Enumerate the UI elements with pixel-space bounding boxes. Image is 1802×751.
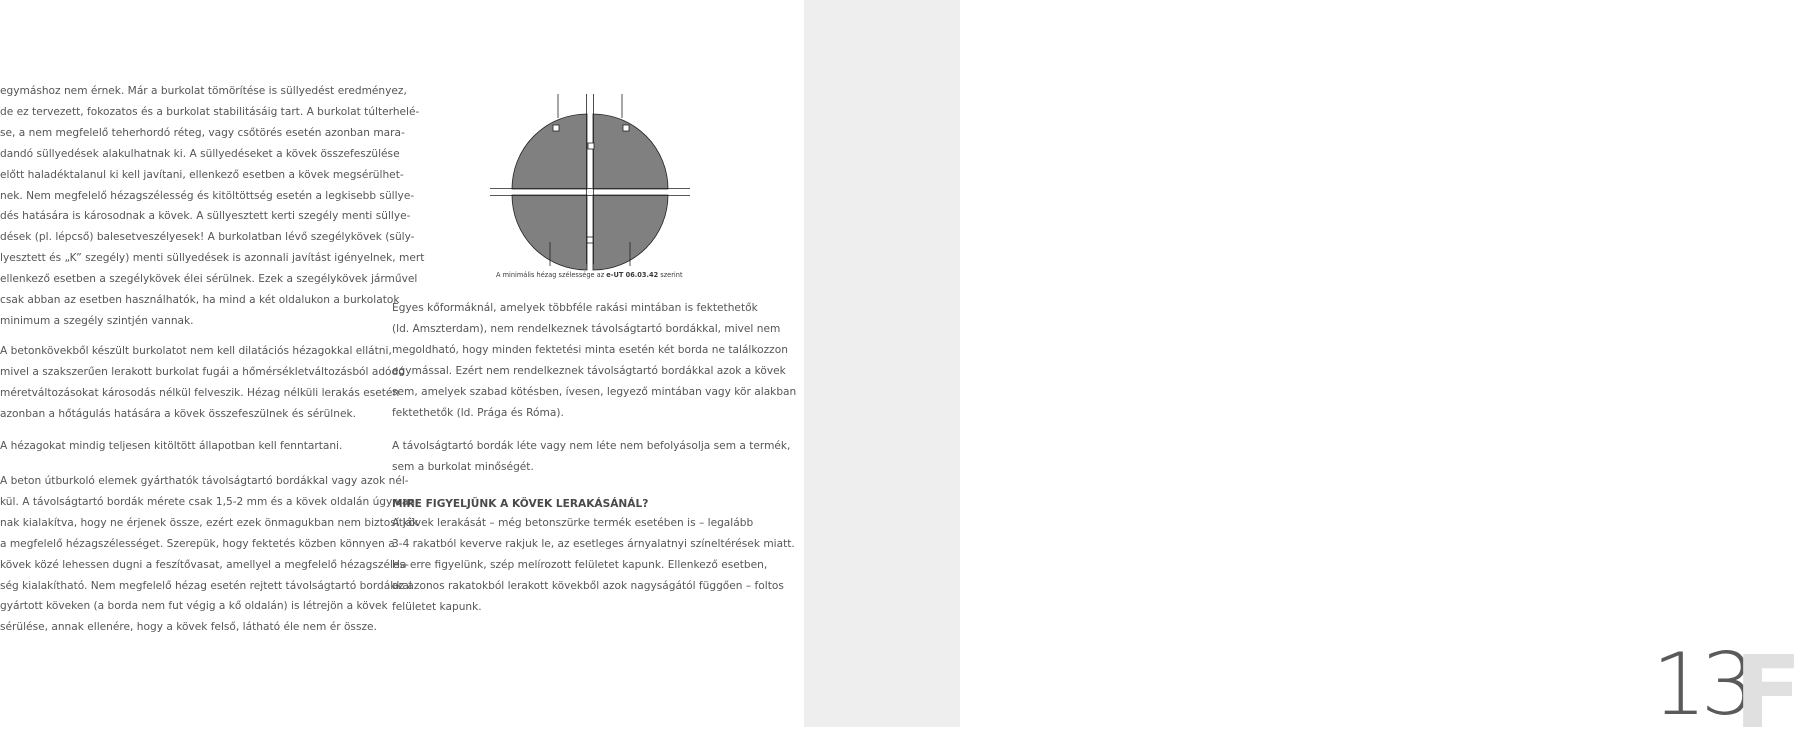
- text-line: A távolságtartó bordák léte vagy nem léte nem befolyásolja sem a termék,: [392, 440, 791, 452]
- text-line: sérülése, annak ellenére, hogy a kövek felső, látható éle nem ér össze.: [0, 621, 377, 634]
- caption-standard: e-UT 06.03.42: [606, 271, 659, 279]
- text-line: dés hatására is károsodnak a kövek. A süllyesztett kerti szegély menti süllye-: [0, 210, 411, 223]
- stone-quadrant: [512, 195, 587, 270]
- text-line: A hézagokat mindig teljesen kitöltött állapotban kell fenntartani.: [0, 440, 343, 452]
- text-line: minimum a szegély szintjén vannak.: [0, 314, 194, 327]
- text-line: Ha erre figyelünk, szép melírozott felületet kapunk. Ellenkező esetben,: [392, 558, 768, 571]
- spacer-rib: [553, 125, 559, 131]
- right-paragraph-1: [392, 298, 796, 423]
- text-line: nek. Nem megfelelő hézagszélesség és kitöltöttség esetén a legkisebb süllye-: [0, 189, 415, 202]
- text-line: lyesztett és „K” szegély) menti süllyedések is azonnali javítást igényelnek, mert: [0, 252, 425, 265]
- text-line: megoldható, hogy minden fektetési minta esetén két borda ne találkozzon: [392, 343, 788, 356]
- joint-width-diagram: [490, 90, 690, 270]
- text-line: A betonkövekből készült burkolatot nem kell dilatációs hézagokkal ellátni,: [0, 345, 392, 357]
- left-paragraph-2: [0, 341, 405, 425]
- text-line: 3-4 rakatból keverve rakjuk le, az esetleges árnyalatnyi színeltérések miatt.: [392, 537, 795, 550]
- right-paragraph-3: [392, 513, 795, 618]
- text-line: előtt haladéktalanul ki kell javítani, ellenkező esetben a kövek megsérülhet-: [0, 168, 404, 181]
- stone-quadrant: [593, 195, 668, 270]
- text-line: A kövek lerakását – még betonszürke termék esetében is – legalább: [392, 517, 754, 529]
- text-line: (ld. Amszterdam), nem rendelkeznek távolságtartó bordákkal, mivel nem: [392, 322, 781, 335]
- text-line: dések (pl. lépcső) balesetveszélyesek! A burkolatban lévő szegélykövek (süly-: [0, 231, 415, 244]
- spacer-rib: [587, 237, 593, 243]
- text-line: ellenkező esetben a szegélykövek élei sérülnek. Ezek a szegélykövek járművel: [0, 273, 418, 286]
- text-line: de ez tervezett, fokozatos és a burkolat stabilitásáig tart. A burkolat túlterhelé-: [0, 105, 420, 118]
- text-line: sem, amelyek szabad kötésben, ívesen, legyező mintában vagy kör alakban: [392, 385, 797, 398]
- figure-caption: [496, 270, 683, 280]
- text-line: dandó süllyedések alakulhatnak ki. A süllyedéseket a kövek összefeszülése: [0, 147, 400, 160]
- page-number: 13: [1652, 635, 1750, 735]
- diagram-shapes: [490, 94, 690, 270]
- text-line: Egyes kőformáknál, amelyek többféle rakási mintában is fektethetők: [392, 302, 758, 314]
- text-line: csak abban az esetben használhatók, ha mind a két oldalukon a burkolatok: [0, 294, 400, 307]
- spacer-rib: [623, 125, 629, 131]
- stone-quadrant: [593, 114, 668, 189]
- text-line: kül. A távolságtartó bordák mérete csak 1,5-2 mm és a kövek oldalán úgy van-: [0, 495, 419, 508]
- text-line: A beton útburkoló elemek gyárthatók távolságtartó bordákkal vagy azok nél-: [0, 475, 409, 487]
- section-heading: MIRE FIGYELJÜNK A KÖVEK LERAKÁSÁNÁL?: [392, 498, 649, 510]
- text-line: gyártott köveken (a borda nem fut végig a kő oldalán) is létrejön a kövek: [0, 600, 388, 613]
- stone-quadrant: [512, 114, 587, 189]
- left-paragraph-1: [0, 81, 424, 332]
- section-letter: F: [1734, 634, 1802, 751]
- text-line: egymáshoz nem érnek. Már a burkolat tömörítése is süllyedést eredményez,: [0, 85, 407, 97]
- caption-suffix: szerint: [658, 271, 683, 279]
- text-line: ség kialakítható. Nem megfelelő hézag esetén rejtett távolságtartó bordákkal: [0, 579, 412, 592]
- page-sidebar: [804, 0, 1802, 751]
- text-line: a megfelelő hézagszélességet. Szerepük, hogy fektetés közben könnyen a: [0, 537, 395, 550]
- caption-text: A minimális hézag szélessége az: [496, 271, 607, 279]
- text-line: mivel a szakszerűen lerakott burkolat fugái a hőmérsékletváltozásból adódó: [0, 365, 405, 378]
- text-line: kövek közé lehessen dugni a feszítővasat, amellyel a megfelelő hézagszéles-: [0, 558, 409, 571]
- text-line: méretváltozásokat károsodás nélkül felveszik. Hézag nélküli lerakás esetén: [0, 386, 400, 399]
- spacer-rib: [588, 143, 594, 149]
- left-paragraph-4: [0, 471, 419, 638]
- right-paragraph-2: [392, 436, 790, 478]
- text-line: az azonos rakatokból lerakott kövekből azok nagyságától függően – foltos: [392, 579, 784, 592]
- text-line: se, a nem megfelelő teherhordó réteg, vagy csőtörés esetén azonban mara-: [0, 126, 405, 139]
- text-line: fektethetők (ld. Prága és Róma).: [392, 406, 564, 419]
- left-paragraph-3: [0, 436, 342, 457]
- text-line: egymással. Ezért nem rendelkeznek távolságtartó bordákkal azok a kövek: [392, 364, 786, 377]
- text-line: nak kialakítva, hogy ne érjenek össze, ezért ezek önmagukban nem biztosítják: [0, 516, 419, 529]
- text-line: felületet kapunk.: [392, 600, 482, 613]
- text-line: azonban a hőtágulás hatására a kövek összefeszülnek és sérülnek.: [0, 407, 356, 420]
- text-line: sem a burkolat minőségét.: [392, 460, 534, 473]
